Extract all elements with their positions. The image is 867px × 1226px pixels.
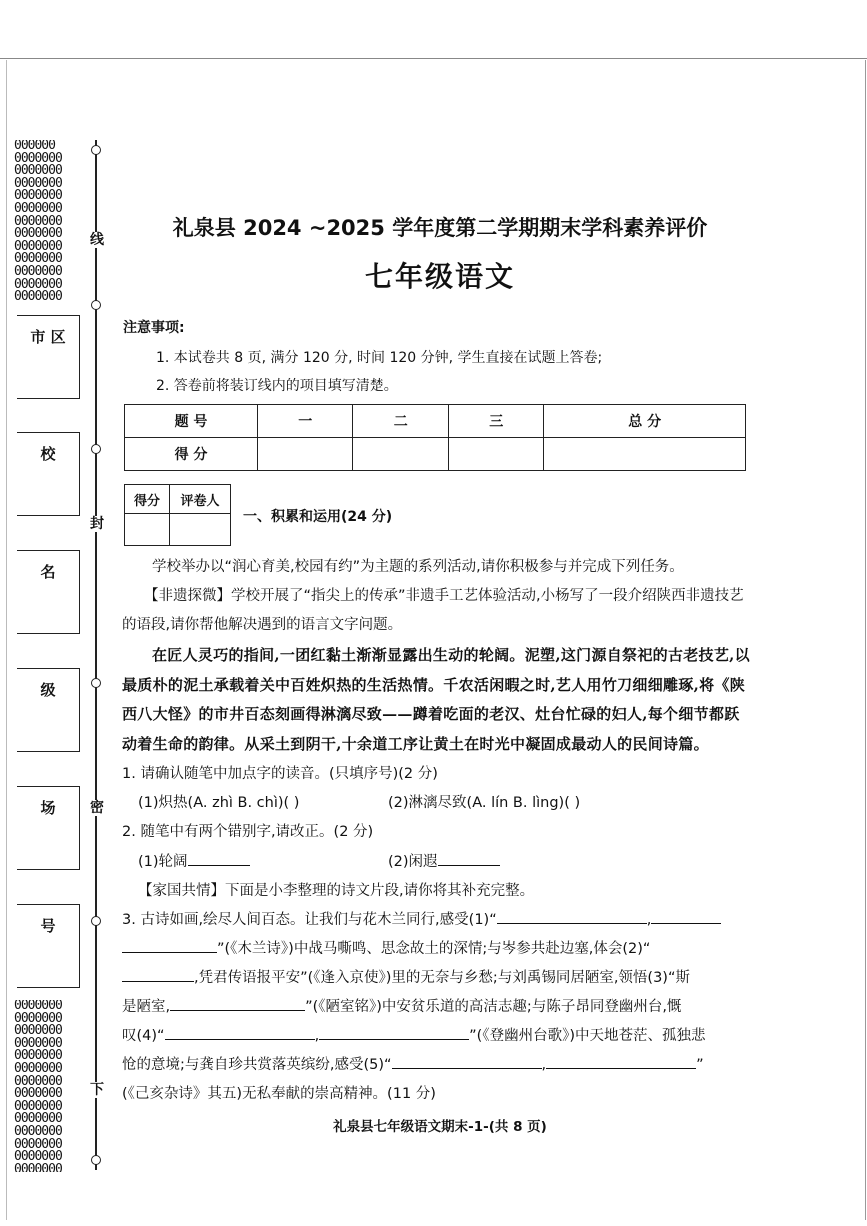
binding-hole (91, 916, 101, 926)
question-3-text: 是陋室, (122, 999, 171, 1015)
dot-pattern-top: 000000 0000000 0000000 0000000 0000000 0000000 0000000 0000000 0000000 0000000 0000000 0000000 0000000 (14, 140, 62, 304)
question-3-line (122, 935, 750, 964)
grader-name-cell[interactable] (170, 514, 231, 546)
field-label: 号 (40, 917, 56, 935)
field-label: 市 区 (30, 328, 66, 346)
section-intro: 学校举办以“润心育美,校园有约”为主题的系列活动,请你积极参与并完成下列任务。 (152, 559, 684, 575)
question-2-word: (2)闲遐 (388, 854, 438, 870)
exam-title: 礼泉县 2024 ~2025 学年度第二学期期末学科素养评价 (172, 216, 708, 240)
question-1-option-b: (2)淋漓尽致(A. lín B. lìng)( ) (388, 795, 581, 811)
question-1-option-a: (1)炽热(A. zhì B. chì)( ) (138, 795, 300, 811)
answer-blank[interactable] (392, 1054, 542, 1069)
notice-item: 2. 答卷前将装订线内的项目填写清楚。 (156, 378, 398, 394)
binding-word-dense: 密 (90, 800, 104, 816)
field-label: 级 (40, 681, 56, 699)
answer-blank[interactable] (651, 909, 721, 924)
answer-blank[interactable] (497, 909, 647, 924)
question-1: 1. 请确认随笔中加点字的读音。(只填序号)(2 分) (122, 766, 438, 782)
score-header-cell: 总 分 (544, 405, 746, 438)
score-cell[interactable] (353, 438, 448, 471)
grader-score-cell[interactable] (125, 514, 170, 546)
answer-blank[interactable] (122, 938, 217, 953)
binding-hole (91, 444, 101, 454)
field-seat-number[interactable] (17, 904, 80, 988)
field-exam-room[interactable] (17, 786, 80, 870)
field-city-district[interactable] (17, 315, 80, 399)
score-cell[interactable] (258, 438, 353, 471)
score-header-cell: 二 (353, 405, 448, 438)
binding-hole (91, 678, 101, 688)
question-3-text: 3. 古诗如画,绘尽人间百态。让我们与花木兰同行,感受(1)“ (122, 912, 497, 928)
score-header-cell: 三 (448, 405, 543, 438)
question-3-line (122, 964, 750, 993)
question-2-item-a (138, 848, 378, 877)
field-name[interactable] (17, 550, 80, 634)
field-class[interactable] (17, 668, 80, 752)
binding-word-seal: 封 (90, 516, 104, 532)
question-3-line (122, 993, 750, 1022)
question-3-text: ”(《木兰诗》)中战马嘶鸣、思念故土的深情;与岑参共赴边塞,体会(2)“ (217, 941, 651, 957)
question-2-word: (1)轮阔 (138, 854, 188, 870)
task-heritage: 【非遗探微】学校开展了“指尖上的传承”非遗手工艺体验活动,小杨写了一段介绍陕西非遗技艺的语段,请你帮他解决遇到的语言文字问题。 (122, 588, 744, 633)
grader-label: 评卷人 (170, 485, 231, 514)
subject-title: 七年级语文 (364, 260, 515, 293)
answer-blank[interactable] (188, 851, 250, 866)
score-cell[interactable] (544, 438, 746, 471)
question-3-end: (《己亥杂诗》其五)无私奉献的崇高精神。(11 分) (122, 1086, 436, 1102)
section-title: 一、积累和运用(24 分) (243, 509, 393, 525)
binding-hole (91, 145, 101, 155)
task-poetry: 【家国共情】下面是小李整理的诗文片段,请你将其补充完整。 (138, 883, 535, 899)
question-3-text: ”(《陋室铭》)中安贫乐道的高洁志趣;与陈子昂同登幽州台,慨 (305, 999, 682, 1015)
score-header-cell: 一 (258, 405, 353, 438)
score-row-label: 得 分 (125, 438, 258, 471)
question-3-line: 叹(4)“ , ”(《登幽州台歌》)中天地苍茫、孤独悲 (122, 1022, 750, 1051)
question-2: 2. 随笔中有两个错别字,请改正。(2 分) (122, 824, 374, 840)
question-3-line: 3. 古诗如画,绘尽人间百态。让我们与花木兰同行,感受(1)“ , (122, 906, 750, 935)
answer-blank[interactable] (122, 967, 194, 982)
answer-blank[interactable] (438, 851, 500, 866)
score-table (124, 404, 746, 471)
answer-blank[interactable] (165, 1025, 315, 1040)
field-label: 校 (40, 445, 56, 463)
answer-blank[interactable] (319, 1025, 469, 1040)
question-2-item-b (388, 848, 628, 877)
score-cell[interactable] (448, 438, 543, 471)
grader-score-label: 得分 (125, 485, 170, 514)
dot-pattern-bottom: 0000000 0000000 0000000 0000000 0000000 0000000 0000000 0000000 0000000 0000000 0000000 0000000 0000000 0000000 (14, 1000, 62, 1172)
question-3-text: 叹(4)“ (122, 1028, 165, 1044)
binding-hole (91, 300, 101, 310)
score-header-cell: 题 号 (125, 405, 258, 438)
answer-blank[interactable] (546, 1054, 696, 1069)
page-footer: 礼泉县七年级语文期末-1-(共 8 页) (333, 1119, 547, 1135)
field-label: 场 (40, 799, 56, 817)
binding-word-under: 下 (90, 1082, 104, 1098)
binding-line (95, 140, 97, 1170)
binding-word-line: 线 (90, 232, 104, 248)
answer-blank[interactable] (170, 996, 305, 1011)
question-3-text: ,凭君传语报平安”(《逢入京使》)里的无奈与乡愁;与刘禹锡同居陋室,领悟(3)“斯 (194, 970, 690, 986)
field-label: 名 (40, 563, 56, 581)
notice-heading: 注意事项: (123, 320, 185, 336)
essay-passage: 在匠人灵巧的指间,一团红黏土渐渐显露出生动的轮阔。泥塑,这门源自祭祀的古老技艺,以最质朴的泥土承载着关中百姓炽热的生活热情。千农活闲暇之时,艺人用竹刀细细雕琢,将《陕西八大怪》的市井百态刻画得淋漓尽致——蹲着吃面的老汉、灶台忙碌的妇人,每个细节都跃动着生命的韵律。从采土到阴干,十余道工序让黄土在时光中凝固成最动人的民间诗篇。 (122, 646, 750, 753)
grader-table (124, 484, 231, 546)
field-school[interactable] (17, 432, 80, 516)
binding-hole (91, 1155, 101, 1165)
question-3-text: 怆的意境;与龚自珍共赏落英缤纷,感受(5)“ (122, 1057, 392, 1073)
question-3-line: 怆的意境;与龚自珍共赏落英缤纷,感受(5)“ , ” (122, 1051, 750, 1080)
top-scan-edge (0, 58, 867, 59)
question-3-text: ”(《登幽州台歌》)中天地苍茫、孤独悲 (469, 1028, 706, 1044)
notice-item: 1. 本试卷共 8 页, 满分 120 分, 时间 120 分钟, 学生直接在试题上答卷; (156, 350, 603, 366)
